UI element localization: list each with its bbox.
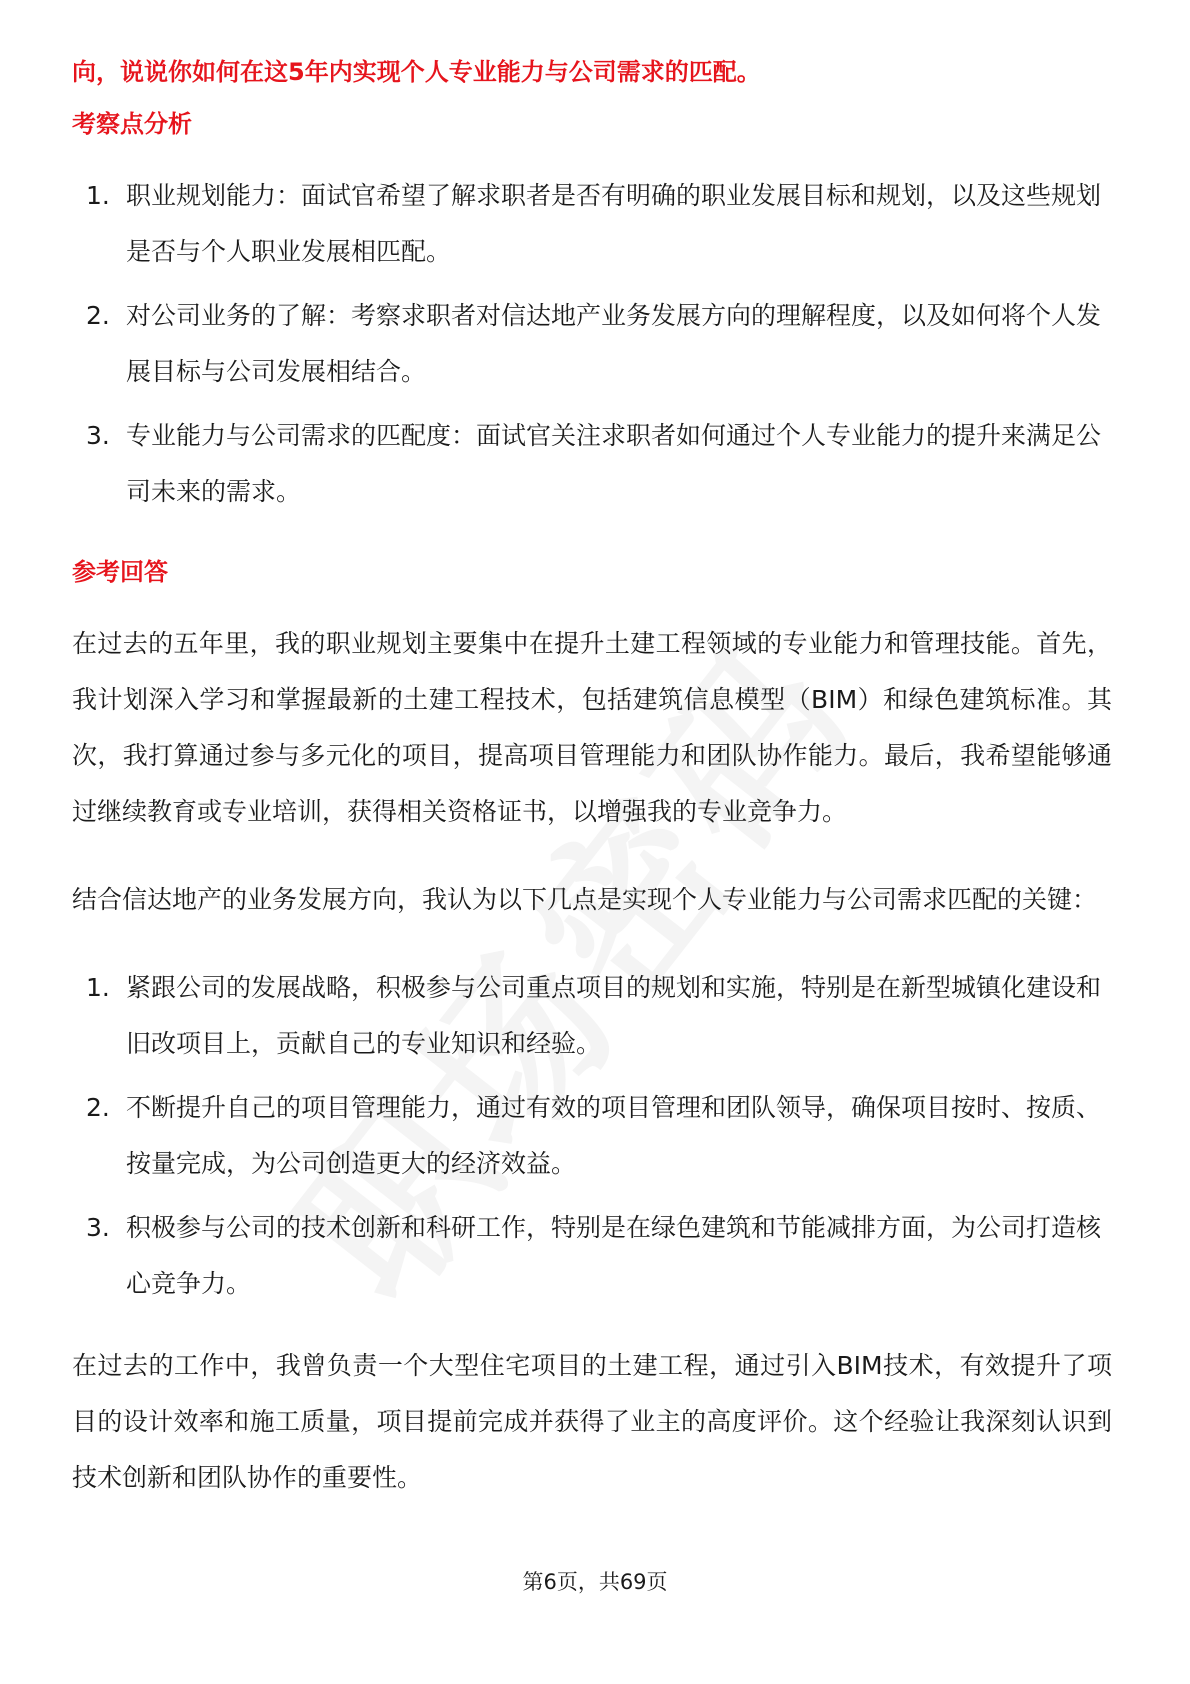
question-tail: 向，说说你如何在这5年内实现个人专业能力与公司需求的匹配。 — [72, 58, 761, 86]
page-content — [72, 44, 1112, 1538]
list-item-number: 2. — [86, 301, 110, 330]
list-item-text: 积极参与公司的技术创新和科研工作，特别是在绿色建筑和节能减排方面，为公司打造核心竞争力。 — [126, 1213, 1102, 1298]
list-item — [72, 1080, 1112, 1192]
list-item — [72, 960, 1112, 1072]
answer-heading: 参考回答 — [72, 558, 168, 586]
answer-list — [72, 960, 1112, 1312]
analysis-list — [72, 168, 1112, 520]
list-item-text: 专业能力与公司需求的匹配度：面试官关注求职者如何通过个人专业能力的提升来满足公司未来的需求。 — [126, 421, 1102, 506]
list-item-number: 2. — [86, 1093, 110, 1122]
list-item — [72, 1200, 1112, 1312]
list-item-text: 对公司业务的了解：考察求职者对信达地产业务发展方向的理解程度，以及如何将个人发展目标与公司发展相结合。 — [126, 301, 1102, 386]
list-item-number: 3. — [86, 421, 110, 450]
list-item-text: 紧跟公司的发展战略，积极参与公司重点项目的规划和实施，特别是在新型城镇化建设和旧改项目上，贡献自己的专业知识和经验。 — [126, 973, 1102, 1058]
list-item-number: 3. — [86, 1213, 110, 1242]
answer-paragraph-3: 在过去的工作中，我曾负责一个大型住宅项目的土建工程，通过引入BIM技术，有效提升了项目的设计效率和施工质量，项目提前完成并获得了业主的高度评价。这个经验让我深刻认识到技术创新和团队协作的重要性。 — [72, 1351, 1112, 1492]
analysis-heading: 考察点分析 — [72, 110, 192, 138]
list-item — [72, 168, 1112, 280]
list-item-text: 职业规划能力：面试官希望了解求职者是否有明确的职业发展目标和规划，以及这些规划是否与个人职业发展相匹配。 — [126, 181, 1102, 266]
answer-paragraph-2: 结合信达地产的业务发展方向，我认为以下几点是实现个人专业能力与公司需求匹配的关键： — [72, 885, 1098, 914]
list-item — [72, 408, 1112, 520]
answer-paragraph-1: 在过去的五年里，我的职业规划主要集中在提升土建工程领域的专业能力和管理技能。首先，我计划深入学习和掌握最新的土建工程技术，包括建筑信息模型（BIM）和绿色建筑标准。其次，我打算通过参与多元化的项目，提高项目管理能力和团队协作能力。最后，我希望能够通过继续教育或专业培训，获得相关资格证书，以增强我的专业竞争力。 — [72, 629, 1112, 826]
page-number: 第6页，共69页 — [522, 1570, 668, 1594]
list-item-text: 不断提升自己的项目管理能力，通过有效的项目管理和团队领导，确保项目按时、按质、按量完成，为公司创造更大的经济效益。 — [126, 1093, 1102, 1178]
list-item — [72, 288, 1112, 400]
list-item-number: 1. — [86, 181, 110, 210]
list-item-number: 1. — [86, 973, 110, 1002]
